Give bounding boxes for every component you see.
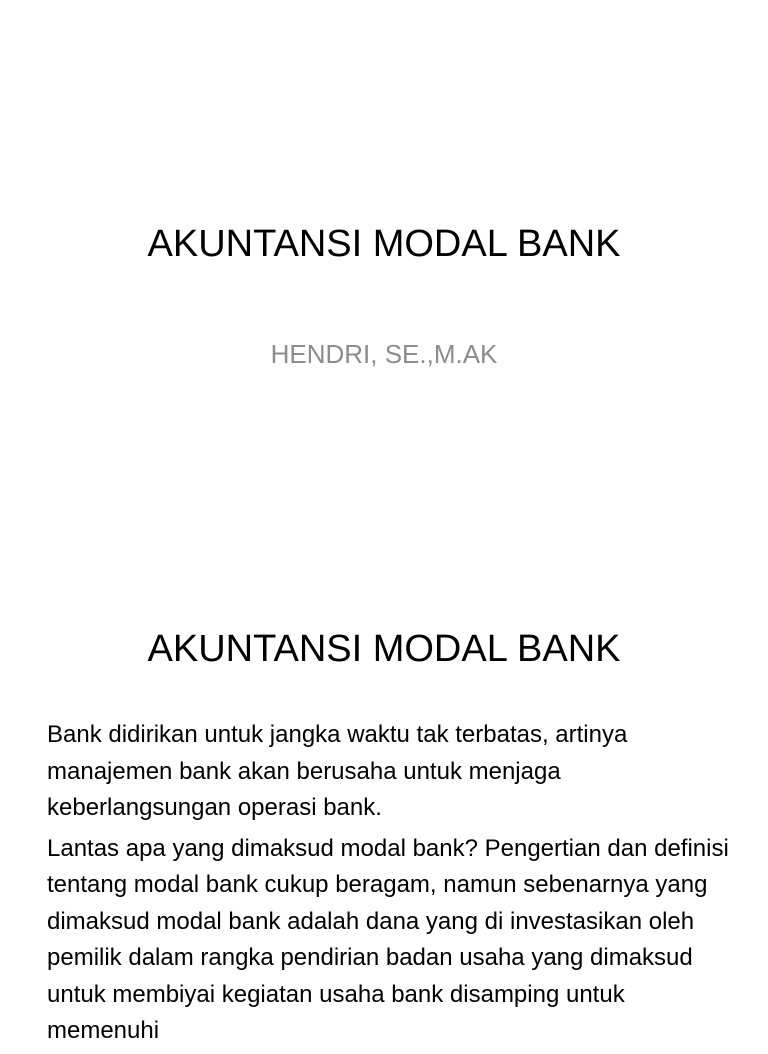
body-paragraph-2: Lantas apa yang dimaksud modal bank? Pengertian dan definisi tentang modal bank cukup beragam, namun sebenarnya yang dimaksud modal bank adalah dana yang di investasikan oleh pemilik dalam rangka pendirian badan usaha yang dimaksud untuk membiyai kegiatan usaha bank disamping untuk memenuhi	[47, 834, 729, 1044]
body-paragraph-1: Bank didirikan untuk jangka waktu tak terbatas, artinya manajemen bank akan berusaha untuk menjaga keberlangsungan operasi bank.	[47, 721, 628, 821]
slide-title: AKUNTANSI MODAL BANK	[147, 223, 621, 265]
slide-body	[47, 717, 737, 1054]
slide-title: AKUNTANSI MODAL BANK	[147, 628, 621, 670]
slide-subtitle-author: HENDRI, SE.,M.AK	[270, 339, 498, 369]
content-slide	[0, 576, 768, 1044]
